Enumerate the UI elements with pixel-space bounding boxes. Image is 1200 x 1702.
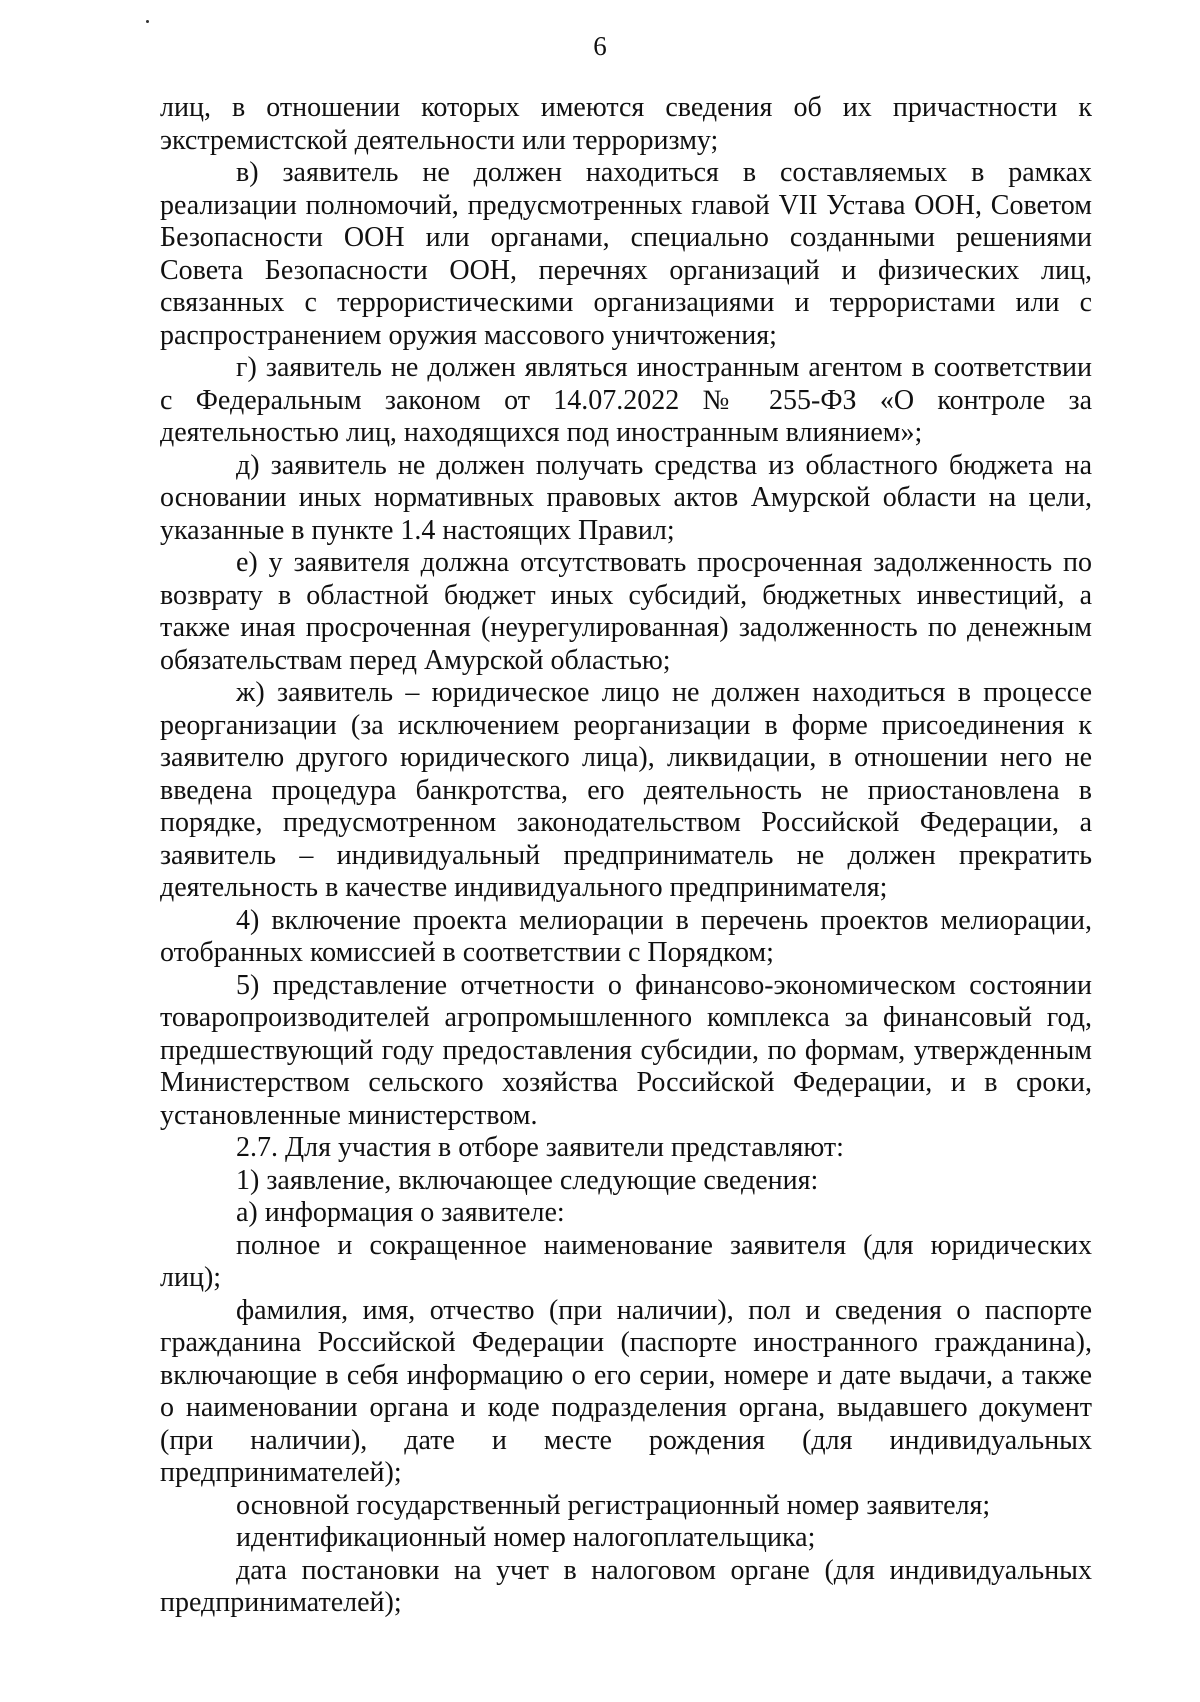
paragraph-item-g: г) заявитель не должен являться иностранным агентом в соответствии с Федеральным законом от 14.07.2022 № 255-ФЗ «О контроле за деятельностью лиц, находящихся под иностранным влиянием»; [160,352,1092,448]
paragraph-item-e: е) у заявителя должна отсутствовать просроченная задолженность по возврату в областной бюджет иных субсидий, бюджетных инвестиций, а также иная просроченная (неурегулированная) задолженность по денежным обязательствам перед Амурской областью; [160,547,1092,676]
scan-speck [146,20,149,23]
paragraph-inn: идентификационный номер налогоплательщика; [236,1522,816,1553]
paragraph-item-4: 4) включение проекта мелиорации в перечень проектов мелиорации, отобранных комиссией в соответствии с Порядком; [160,904,1092,968]
paragraph-ogrn: основной государственный регистрационный номер заявителя; [236,1489,991,1521]
paragraph-section-2-7: 2.7. Для участия в отборе заявители представляют: [236,1132,844,1163]
document-body [160,92,1092,1620]
page-number: 6 [593,31,607,61]
paragraph-item-zh: ж) заявитель – юридическое лицо не должен находиться в процессе реорганизации (за исключением реорганизации в форме присоединения к заявителю другого юридического лица), ликвидации, в отношении него не введена процедура банкротства, его деятельность не приостановлена в порядке, предусмотренном законодательством Российской Федерации, а заявитель – индивидуальный предприниматель не должен прекратить деятельность в качестве индивидуального предпринимателя; [160,677,1092,903]
paragraph-passport-details: фамилия, имя, отчество (при наличии), пол и сведения о паспорте гражданина Российской Федерации (паспорте иностранного гражданина), включающие в себя информацию о его серии, номере и дате выдачи, а также о наименовании органа и коде подразделения органа, выдавшего документ (при наличии), дате и месте рождения (для индивидуальных предпринимателей); [160,1294,1092,1488]
paragraph-item-1-application: 1) заявление, включающее следующие сведения: [236,1164,819,1196]
paragraph-tax-registration-date: дата постановки на учет в налоговом органе (для индивидуальных предпринимателей); [160,1554,1092,1618]
paragraph-item-d: д) заявитель не должен получать средства из областного бюджета на основании иных нормативных правовых актов Амурской области на цели, указанные в пункте 1.4 настоящих Правил; [160,449,1092,546]
paragraph-item-a-info: а) информация о заявителе: [236,1197,565,1228]
paragraph-full-name: полное и сокращенное наименование заявителя (для юридических лиц); [160,1229,1092,1293]
paragraph-continuation: лиц, в отношении которых имеются сведения об их причастности к экстремистской деятельности или терроризму; [160,92,1092,156]
paragraph-item-5: 5) представление отчетности о финансово-экономическом состоянии товаропроизводителей агропромышленного комплекса за финансовый год, предшествующий году предоставления субсидии, по формам, утвержденным Министерством сельского хозяйства Российской Федерации, и в сроки, установленные министерством. [160,969,1092,1131]
paragraph-item-v: в) заявитель не должен находиться в составляемых в рамках реализации полномочий, предусмотренных главой VII Устава ООН, Советом Безопасности ООН или органами, специально созданными решениями Совета Безопасности ООН, перечнях организаций и физических лиц, связанных с террористическими организациями и террористами или с распространением оружия массового уничтожения; [160,157,1092,351]
